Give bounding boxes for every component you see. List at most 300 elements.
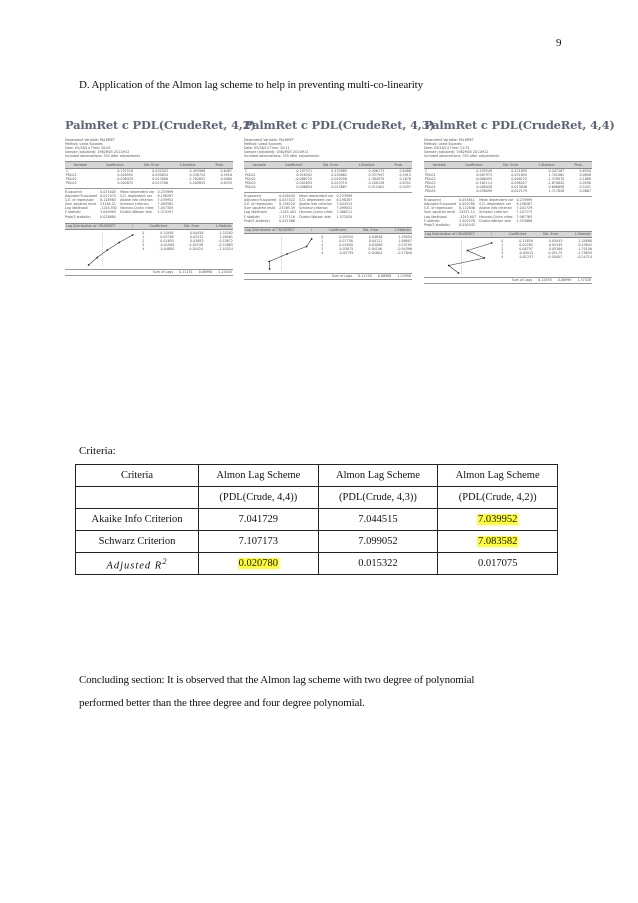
adjusted-r-squared-label: Adjusted R bbox=[106, 560, 163, 572]
lag-row bbox=[142, 247, 233, 251]
coef-cell: 0.022179 bbox=[511, 189, 527, 194]
lag-column-header: Lag Distribution of CRUDERET bbox=[66, 224, 116, 229]
coef-cell: -0.066725 bbox=[295, 176, 313, 181]
column-header-line: Almon Lag Scheme bbox=[455, 470, 540, 481]
coef-column-header: Coefficient bbox=[95, 162, 134, 168]
stats-item: 7.067765 bbox=[516, 214, 533, 219]
stats-item: S.E. of regression bbox=[65, 198, 94, 203]
lag-cell: 0.05195 bbox=[548, 242, 563, 247]
lag-point bbox=[483, 257, 485, 259]
stats-column bbox=[299, 194, 333, 223]
stats-item: Akaike info criterion bbox=[120, 198, 154, 203]
coef-cell: 0.8352 bbox=[399, 180, 411, 185]
lag-cell: -0.94396 bbox=[397, 247, 412, 252]
lag-cell: 4 bbox=[501, 255, 504, 260]
sum-of-lags-row bbox=[424, 277, 592, 284]
lag-cell: 0.02263 bbox=[519, 242, 533, 247]
lag-cell: 0.02532 bbox=[189, 234, 204, 239]
stats-item: Mean dependent var bbox=[120, 189, 155, 194]
coef-cell: PDL04 bbox=[245, 184, 256, 189]
lag-column-header: t-Statistic bbox=[216, 224, 232, 229]
coef-cell: 0.209853 bbox=[189, 180, 206, 185]
regression-stats bbox=[424, 196, 592, 227]
stats-item: 7.041729 bbox=[516, 206, 533, 211]
lag-cell: 0.05007 bbox=[548, 255, 563, 260]
panel-title: PalmRet c PDL(CrudeRet, 4,4) bbox=[424, 118, 615, 132]
lag-column-header: Coefficient bbox=[508, 232, 527, 237]
stats-item: Adjusted R-squared bbox=[424, 202, 457, 207]
lag-distribution-rows bbox=[142, 231, 233, 269]
conclusion-paragraph bbox=[79, 669, 559, 715]
sum-cell: 1.37328 bbox=[577, 278, 591, 283]
lag-cell: 1.93054 bbox=[398, 234, 412, 239]
conclusion-line: Concluding section: It is observed that the Almon lag scheme with two degree of polynomial bbox=[79, 674, 475, 686]
coef-cell: 0.049256 bbox=[331, 176, 347, 181]
stats-item: Schwarz criterion bbox=[299, 206, 328, 211]
coef-cell: 0.1676 bbox=[399, 176, 411, 181]
coef-cell: 0.432889 bbox=[331, 168, 347, 173]
stats-column bbox=[479, 198, 513, 227]
highlighted-value: 7.039952 bbox=[477, 514, 518, 525]
table-cell: 7.041729 bbox=[199, 509, 319, 531]
coef-cell: PDL03 bbox=[425, 180, 436, 185]
coef-column-header: Prob. bbox=[206, 162, 233, 168]
stats-item: S.D. dependent var bbox=[299, 198, 332, 203]
coef-cell: PDL01 bbox=[245, 172, 256, 177]
stats-item: Prob(F-statistic) bbox=[424, 222, 450, 227]
lag-distribution-header bbox=[65, 223, 233, 230]
coef-column-header: Std. Error bbox=[134, 162, 169, 168]
coef-cell: 0.5915 bbox=[399, 172, 411, 177]
lag-cell: -0.74885 bbox=[218, 242, 233, 247]
coefficient-table bbox=[424, 161, 592, 193]
coef-cell: 0.197471 bbox=[296, 168, 313, 173]
lag-cell: 1.88807 bbox=[398, 238, 412, 243]
stats-item: -1243.907 bbox=[459, 214, 477, 219]
sum-cell: Sum of Lags bbox=[331, 274, 353, 279]
stats-item: Durbin-Watson stat bbox=[299, 214, 331, 219]
lag-cell: 0.03083 bbox=[189, 238, 204, 243]
lag-cell: 2.28461 bbox=[219, 234, 233, 239]
coef-row bbox=[424, 189, 592, 193]
sum-cell: Sum of Lags bbox=[152, 270, 174, 275]
lag-cell: 2 bbox=[321, 242, 324, 247]
stats-item: 0.233999 bbox=[157, 189, 174, 194]
stats-item: F-statistic bbox=[424, 218, 441, 223]
coef-cell: 0.208128 bbox=[368, 180, 385, 185]
table-cell: 0.017075 bbox=[438, 553, 558, 575]
header-line: Dependent Variable: PALMRET bbox=[244, 138, 294, 142]
coef-row bbox=[65, 181, 233, 185]
lag-cell: 0.01650 bbox=[339, 242, 353, 247]
coef-cell: 0.432503 bbox=[152, 168, 168, 173]
stats-item: 0.017075 bbox=[100, 194, 116, 199]
lag-row bbox=[501, 255, 592, 259]
lag-cell: 0.04424 bbox=[189, 247, 204, 252]
lag-point bbox=[467, 249, 469, 251]
lag-point bbox=[106, 249, 108, 251]
lag-cell: 0.01655 bbox=[160, 238, 174, 243]
stats-item: 7.044515 bbox=[336, 202, 353, 207]
lag-cell: 4 bbox=[321, 251, 324, 256]
sum-cell: 0.08988 bbox=[377, 274, 392, 279]
lag-cell: 2.34888 bbox=[578, 238, 592, 243]
coef-cell: 1.701062 bbox=[548, 172, 565, 177]
lag-cell: -0.05012 bbox=[518, 251, 534, 256]
stats-item: 2.377116 bbox=[279, 214, 295, 219]
pdl-4-3-column-subheader: (PDL(Crude, 4,3)) bbox=[318, 487, 438, 509]
pdl-4-4-column-header bbox=[199, 465, 319, 487]
header-line: Method: Least Squares bbox=[65, 142, 103, 147]
pdl-4-2-column-subheader: (PDL(Crude, 4,2)) bbox=[438, 487, 558, 509]
lag-cell: 0.05043 bbox=[548, 238, 563, 243]
coef-cell: 0.038099 bbox=[476, 189, 493, 194]
lag-cell: 0 bbox=[321, 234, 324, 239]
lag-cell: 0.53672 bbox=[219, 238, 233, 243]
lag-cell: 0.03086 bbox=[368, 242, 383, 247]
coef-cell: C bbox=[66, 168, 69, 173]
header-line: Dependent Variable: PALMRET bbox=[424, 138, 474, 142]
stats-item: 0.025405 bbox=[100, 189, 116, 194]
coef-cell: PDL02 bbox=[66, 176, 77, 181]
lag-point bbox=[306, 245, 308, 247]
stats-column bbox=[517, 198, 533, 227]
table-cell: 7.044515 bbox=[318, 509, 438, 531]
lag-cell: 0.05166 bbox=[548, 247, 563, 252]
coef-cell: 0.006854 bbox=[296, 184, 313, 189]
stats-column bbox=[244, 194, 276, 223]
coef-cell: 0.456173 bbox=[368, 168, 385, 173]
stats-item: -1245.592 bbox=[100, 206, 118, 211]
coef-cell: 0.1688 bbox=[579, 176, 591, 181]
coef-cell: 0.447167 bbox=[548, 168, 565, 173]
coef-cell: 0.537947 bbox=[368, 172, 385, 177]
stats-item: R-squared bbox=[424, 198, 441, 203]
stats-item: 7.066211 bbox=[336, 210, 353, 215]
panel-title: PalmRet c PDL(CrudeRet, 4,3) bbox=[244, 118, 435, 132]
stats-item: F-statistic bbox=[244, 214, 261, 219]
regression-stats bbox=[65, 188, 233, 219]
coef-cell: 0.030834 bbox=[152, 172, 168, 177]
lag-line bbox=[269, 239, 311, 269]
stats-item: 0.015322 bbox=[279, 198, 295, 203]
panel-header-lines bbox=[244, 138, 412, 158]
stats-item: 3.049905 bbox=[100, 210, 116, 215]
lag-cell: 0.11639 bbox=[519, 238, 533, 243]
stats-item: 0.051566 bbox=[279, 218, 295, 223]
stats-item: 8.128963 bbox=[100, 198, 116, 203]
stats-item: 7.057309 bbox=[157, 206, 174, 211]
stats-item: Adjusted R-squared bbox=[65, 194, 98, 199]
row-label: Akaike Info Criterion bbox=[76, 509, 199, 531]
coef-cell: 0.002875 bbox=[117, 180, 134, 185]
stats-item: Adjusted R-squared bbox=[244, 198, 277, 203]
section-heading: D. Application of the Almon lag scheme to help in preventing multi-co-linearity bbox=[79, 79, 424, 91]
row-label bbox=[76, 553, 199, 575]
table-cell bbox=[199, 553, 319, 575]
lag-cell: 0.43642 bbox=[578, 242, 592, 247]
panel-header-lines bbox=[424, 138, 592, 158]
coef-column-header: Coefficient bbox=[454, 162, 493, 168]
coef-cell: PDL02 bbox=[425, 176, 436, 181]
header-line: Included observations: 355 after adjustments bbox=[65, 154, 141, 159]
stats-item: Mean dependent var bbox=[479, 198, 514, 203]
lag-cell: 0.09344 bbox=[339, 234, 353, 239]
stats-item: Prob(F-statistic) bbox=[244, 218, 270, 223]
header-line: Sample (adjusted): 1982M05 2011M12 bbox=[65, 150, 130, 155]
coef-cell: -1.382679 bbox=[367, 176, 385, 181]
stats-item: Hannan-Quinn criter. bbox=[479, 214, 514, 219]
stats-item: Hannan-Quinn criter. bbox=[120, 206, 155, 211]
coef-column-header: Variable bbox=[424, 162, 454, 168]
lag-cell: 2.35282 bbox=[219, 230, 233, 235]
coef-cell: 0.048125 bbox=[511, 176, 527, 181]
coef-cell: 0.5916 bbox=[220, 172, 232, 177]
stats-column bbox=[279, 194, 296, 223]
coef-cell: 0.051659 bbox=[511, 172, 527, 177]
lag-cell: 0 bbox=[501, 238, 504, 243]
coef-cell: 0.193549 bbox=[476, 168, 493, 173]
stats-item: F-statistic bbox=[65, 210, 82, 215]
sum-cell: 0.11150 bbox=[358, 274, 372, 279]
coef-cell: C bbox=[245, 168, 248, 173]
table-cell bbox=[438, 531, 558, 553]
stats-column bbox=[424, 198, 456, 227]
coef-cell: 0.013846 bbox=[511, 184, 527, 189]
coef-cell: 0.5437 bbox=[399, 184, 411, 189]
stats-item: 22971.12 bbox=[459, 210, 475, 215]
stats-item: 0.020780 bbox=[459, 202, 475, 207]
panel-body bbox=[244, 138, 412, 280]
stats-item: 7.039952 bbox=[157, 198, 174, 203]
coef-column-header: t-Statistic bbox=[528, 162, 565, 168]
lag-cell: 1 bbox=[321, 238, 324, 243]
stats-item: 23169.39 bbox=[279, 206, 295, 211]
lag-cell: -0.03739 bbox=[338, 251, 354, 256]
lag-row bbox=[321, 251, 412, 255]
stats-item: 0.028684 bbox=[100, 214, 116, 219]
stats-item: S.D. dependent var bbox=[120, 194, 153, 199]
lag-column-header: Lag Distribution of CRUDERET bbox=[245, 228, 295, 233]
criteria-label: Criteria: bbox=[79, 445, 116, 457]
coef-cell: 0.6550 bbox=[579, 168, 591, 173]
stats-item: Akaike info criterion bbox=[299, 202, 333, 207]
sum-cell: 0.08999 bbox=[557, 278, 572, 283]
table-cell: 7.099052 bbox=[318, 531, 438, 553]
stats-item: Sum squared resid bbox=[424, 210, 455, 215]
table-row bbox=[76, 553, 558, 575]
coef-cell: 0.8339 bbox=[220, 180, 232, 185]
column-header-line: Almon Lag Scheme bbox=[335, 470, 420, 481]
sum-cell: 1.23990 bbox=[397, 274, 411, 279]
coef-column-header: Prob. bbox=[385, 162, 412, 168]
lag-cell: 0 bbox=[142, 230, 145, 235]
lag-cell: -0.04880 bbox=[159, 247, 175, 252]
stats-item: 23184.21 bbox=[100, 202, 116, 207]
stats-column bbox=[120, 190, 154, 219]
lag-column-header: t-Statistic bbox=[575, 232, 591, 237]
coef-cell: 0.0060 bbox=[220, 176, 232, 181]
lag-cell: -1.78839 bbox=[577, 251, 592, 256]
coef-cell: 0.6486 bbox=[399, 168, 411, 173]
coef-column-header: t-Statistic bbox=[169, 162, 206, 168]
coef-cell: 0.013808 bbox=[152, 176, 168, 181]
coef-cell: 1.717828 bbox=[548, 189, 565, 194]
stats-item: S.E. of regression bbox=[424, 206, 453, 211]
stats-item: Prob(F-statistic) bbox=[65, 214, 91, 219]
lag-distribution-rows bbox=[321, 235, 412, 273]
coef-cell: 0.008428 bbox=[476, 184, 493, 189]
stats-column bbox=[158, 190, 174, 219]
regression-output-panel-3 bbox=[424, 118, 615, 338]
coef-cell: -1.670842 bbox=[547, 180, 565, 185]
header-line: Sample (adjusted): 1982M05 2011M12 bbox=[244, 150, 309, 155]
stats-item: 2.502476 bbox=[459, 218, 475, 223]
coef-cell: PDL04 bbox=[425, 184, 436, 189]
lag-distribution-plot bbox=[65, 230, 145, 269]
lag-distribution bbox=[244, 235, 412, 273]
stats-item: R-squared bbox=[244, 194, 261, 199]
criteria-column-header-blank bbox=[76, 487, 199, 509]
lag-cell: 1 bbox=[142, 234, 145, 239]
coef-cell: 0.0898 bbox=[579, 172, 591, 177]
stats-item: 0.026449 bbox=[279, 194, 295, 199]
coef-cell: 0.0956 bbox=[579, 180, 591, 185]
coef-cell: PDL02 bbox=[245, 176, 256, 181]
lag-column-header: i bbox=[491, 232, 493, 237]
coef-cell: PDL05 bbox=[425, 189, 436, 194]
stats-item: Akaike info criterion bbox=[479, 206, 513, 211]
pdl-4-3-column-header bbox=[318, 465, 438, 487]
lag-distribution-header bbox=[244, 227, 412, 234]
coef-column-header: Std. Error bbox=[313, 162, 348, 168]
coef-cell: 0.455988 bbox=[189, 168, 206, 173]
panel-title: PalmRet c PDL(CrudeRet, 4,2) bbox=[65, 118, 256, 132]
stats-item: 7.107173 bbox=[516, 210, 533, 215]
stats-item: S.D. dependent var bbox=[479, 202, 512, 207]
lag-cell: 0.05785 bbox=[160, 234, 174, 239]
coef-cell: -2.782652 bbox=[188, 176, 206, 181]
stats-item: 1.353666 bbox=[516, 218, 533, 223]
stats-item: 0.233999 bbox=[336, 194, 353, 199]
stats-column bbox=[459, 198, 476, 227]
coef-cell: 0.608698 bbox=[548, 184, 565, 189]
lag-point bbox=[268, 260, 270, 262]
coef-cell: 0.002855 bbox=[296, 180, 313, 185]
lag-cell: 0.08797 bbox=[519, 247, 533, 252]
header-line: Method: Least Squares bbox=[424, 142, 462, 147]
stats-column bbox=[65, 190, 97, 219]
page-number: 9 bbox=[556, 37, 562, 49]
coef-column-header: Variable bbox=[244, 162, 274, 168]
header-line: Date: 05/28/14 Time: 20:05 bbox=[65, 146, 111, 151]
coef-cell: 0.087973 bbox=[476, 172, 493, 177]
lag-cell: -0.01237 bbox=[518, 255, 534, 260]
lag-cell: 0.04106 bbox=[368, 247, 383, 252]
coef-cell: 0.013719 bbox=[331, 180, 347, 185]
pdl-4-4-column-subheader: (PDL(Crude, 4,4)) bbox=[199, 487, 319, 509]
sum-of-lags-row bbox=[65, 269, 233, 276]
coef-cell: 0.512401 bbox=[368, 184, 385, 189]
coef-cell: 0.030862 bbox=[331, 172, 347, 177]
coef-cell: PDL03 bbox=[245, 180, 256, 185]
lag-point bbox=[269, 268, 271, 270]
coefficient-table bbox=[244, 161, 412, 189]
header-line: Method: Least Squares bbox=[244, 142, 282, 147]
lag-cell: -0.03875 bbox=[338, 247, 354, 252]
coef-cell: -0.038429 bbox=[116, 176, 134, 181]
lag-line bbox=[89, 235, 133, 265]
coef-row bbox=[244, 185, 412, 189]
lag-cell: 0.05175 bbox=[548, 251, 563, 256]
conclusion-line: performed better than the three degree and four degree polynomial. bbox=[79, 697, 365, 709]
lag-cell: 0.10491 bbox=[160, 230, 174, 235]
lag-column-header: t-Statistic bbox=[395, 228, 411, 233]
stats-item: 0.034611 bbox=[459, 198, 475, 203]
lag-distribution-rows bbox=[501, 239, 592, 277]
coef-cell: 0.6487 bbox=[220, 168, 232, 173]
coef-cell: 0.016592 bbox=[117, 172, 134, 177]
stats-item: Log likelihood bbox=[424, 214, 447, 219]
stats-item: 8.198287 bbox=[516, 202, 533, 207]
stats-item: Mean dependent var bbox=[299, 194, 334, 199]
header-line: Included observations: 355 after adjustments bbox=[244, 154, 320, 159]
coef-cell: 0.538724 bbox=[189, 172, 206, 177]
coef-cell: 0.0867 bbox=[579, 189, 591, 194]
lag-distribution-plot bbox=[424, 238, 504, 277]
lag-point bbox=[491, 242, 493, 244]
lag-cell: 0.02538 bbox=[189, 242, 204, 247]
header-line: Dependent Variable: PALMRET bbox=[65, 138, 115, 142]
coef-cell: PDL01 bbox=[425, 172, 436, 177]
sum-of-lags-row bbox=[244, 273, 412, 280]
panel-body bbox=[424, 138, 592, 284]
lag-cell: 1.70106 bbox=[578, 247, 592, 252]
lag-point bbox=[448, 264, 450, 266]
coef-cell: PDL01 bbox=[66, 172, 77, 177]
lag-point bbox=[96, 256, 98, 258]
lag-cell: 0.07758 bbox=[339, 238, 353, 243]
highlighted-value: 7.083582 bbox=[477, 536, 518, 547]
sum-cell: 1.24043 bbox=[218, 270, 232, 275]
coefficient-table bbox=[65, 161, 233, 184]
sum-cell: Sum of Lags bbox=[511, 278, 533, 283]
stats-item: 8.112846 bbox=[459, 206, 475, 211]
lag-cell: 0.04804 bbox=[368, 251, 383, 256]
stats-item: Log likelihood bbox=[244, 210, 267, 215]
sum-cell: 0.12393 bbox=[538, 278, 552, 283]
coef-column-header: Coefficient bbox=[274, 162, 313, 168]
lag-cell: 3 bbox=[321, 247, 324, 252]
stats-item: 1.371830 bbox=[336, 214, 353, 219]
superscript: 2 bbox=[162, 555, 168, 566]
regression-stats bbox=[244, 192, 412, 223]
coef-cell: 0.013706 bbox=[152, 180, 168, 185]
sum-cell: 0.08990 bbox=[198, 270, 213, 275]
lag-column-header: i bbox=[132, 224, 134, 229]
stats-column bbox=[337, 194, 353, 223]
table-cell bbox=[438, 509, 558, 531]
lag-cell: 1 bbox=[501, 242, 504, 247]
lag-cell: 0.04458 bbox=[189, 230, 204, 235]
row-label: Schwarz Criterion bbox=[76, 531, 199, 553]
lag-column-header: Lag Distribution of CRUDERET bbox=[425, 232, 475, 237]
lag-column-header: Coefficient bbox=[328, 228, 347, 233]
coef-cell: C bbox=[425, 168, 428, 173]
lag-point bbox=[88, 264, 90, 266]
stats-item: 0.030343 bbox=[459, 222, 475, 227]
coef-column-header: Std. Error bbox=[493, 162, 528, 168]
